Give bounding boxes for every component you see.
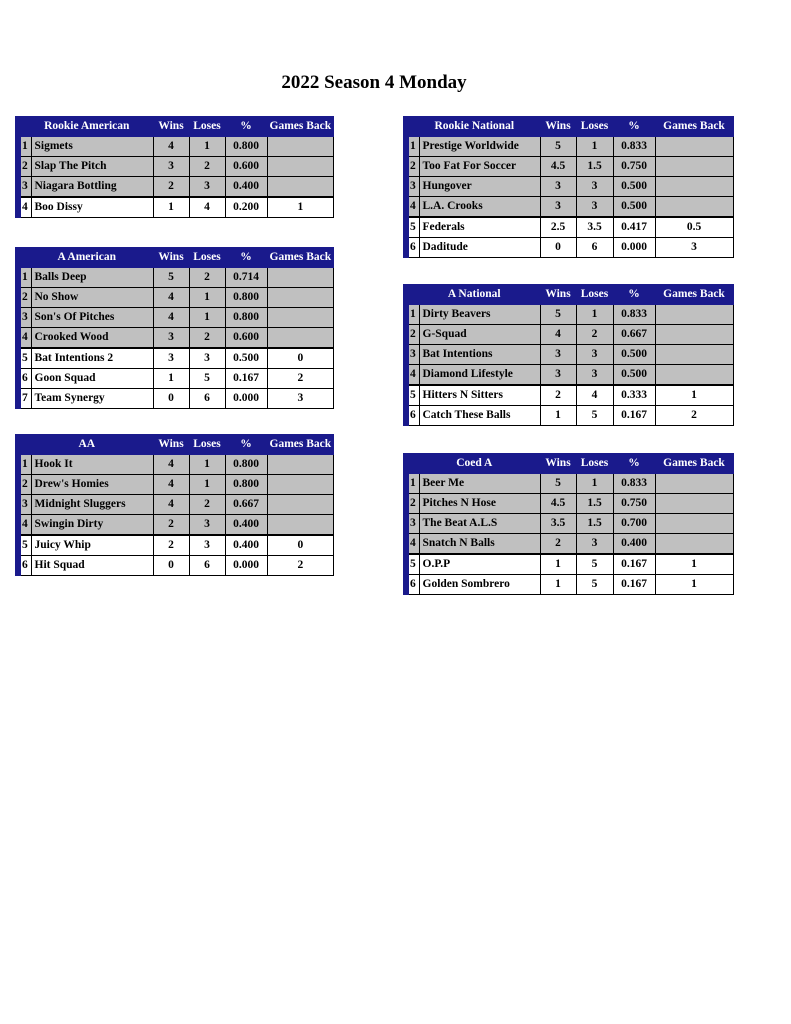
- wins-cell: 3: [153, 348, 189, 369]
- team-row: [18, 137, 334, 157]
- games-back-cell: 3: [267, 389, 334, 409]
- games-back-cell: [267, 328, 334, 349]
- rank-cell: 3: [18, 495, 31, 515]
- pct-cell: 0.400: [225, 535, 267, 556]
- table-header-row: [18, 248, 334, 268]
- team-row: [406, 177, 733, 197]
- rank-cell: 2: [18, 288, 31, 308]
- games-back-cell: [655, 474, 733, 494]
- team-name-cell: The Beat A.L.S: [419, 514, 540, 534]
- loses-cell: 2: [189, 157, 225, 177]
- wins-cell: 4: [153, 288, 189, 308]
- loses-cell: 3: [576, 534, 613, 555]
- loses-cell: 2: [189, 328, 225, 349]
- pct-cell: 0.167: [613, 406, 655, 426]
- col-header-games-back: Games Back: [267, 117, 334, 137]
- rank-cell: 6: [406, 406, 419, 426]
- team-row: [18, 268, 334, 288]
- games-back-cell: [655, 177, 733, 197]
- rank-cell: 3: [18, 177, 31, 198]
- loses-cell: 4: [189, 197, 225, 218]
- pct-cell: 0.800: [225, 137, 267, 157]
- table-title: AA: [18, 435, 153, 455]
- loses-cell: 1: [576, 474, 613, 494]
- wins-cell: 5: [540, 137, 576, 157]
- pct-cell: 0.714: [225, 268, 267, 288]
- col-header-loses: Loses: [189, 117, 225, 137]
- team-row: [406, 238, 733, 258]
- wins-cell: 4: [540, 325, 576, 345]
- rank-cell: 1: [406, 474, 419, 494]
- team-name-cell: Too Fat For Soccer: [419, 157, 540, 177]
- rank-cell: 2: [406, 157, 419, 177]
- pct-cell: 0.600: [225, 157, 267, 177]
- loses-cell: 1: [576, 305, 613, 325]
- team-name-cell: Crooked Wood: [31, 328, 153, 349]
- wins-cell: 1: [540, 575, 576, 595]
- loses-cell: 3: [189, 177, 225, 198]
- games-back-cell: 3: [655, 238, 733, 258]
- col-header-pct: %: [613, 285, 655, 305]
- wins-cell: 5: [540, 305, 576, 325]
- col-header-pct: %: [225, 435, 267, 455]
- pct-cell: 0.700: [613, 514, 655, 534]
- rank-cell: 3: [406, 514, 419, 534]
- games-back-cell: 1: [655, 575, 733, 595]
- team-name-cell: Sigmets: [31, 137, 153, 157]
- pct-cell: 0.500: [613, 197, 655, 218]
- loses-cell: 3: [189, 348, 225, 369]
- rank-cell: 5: [406, 554, 419, 575]
- standings-table-a-american: [15, 247, 334, 409]
- standings-table-a-national: [403, 284, 734, 426]
- team-name-cell: Hook It: [31, 455, 153, 475]
- team-name-cell: Bat Intentions: [419, 345, 540, 365]
- team-name-cell: G-Squad: [419, 325, 540, 345]
- team-name-cell: Hitters N Sitters: [419, 385, 540, 406]
- team-name-cell: Catch These Balls: [419, 406, 540, 426]
- rank-cell: 5: [406, 385, 419, 406]
- standings-table-aa: [15, 434, 334, 576]
- col-header-games-back: Games Back: [267, 435, 334, 455]
- games-back-cell: [655, 157, 733, 177]
- pct-cell: 0.667: [613, 325, 655, 345]
- loses-cell: 1: [576, 137, 613, 157]
- team-name-cell: Pitches N Hose: [419, 494, 540, 514]
- wins-cell: 3: [540, 345, 576, 365]
- team-row: [18, 157, 334, 177]
- team-name-cell: Hit Squad: [31, 556, 153, 576]
- rank-cell: 6: [406, 238, 419, 258]
- team-row: [18, 177, 334, 198]
- wins-cell: 2.5: [540, 217, 576, 238]
- team-row: [406, 575, 733, 595]
- team-row: [18, 308, 334, 328]
- pct-cell: 0.400: [225, 515, 267, 536]
- pct-cell: 0.417: [613, 217, 655, 238]
- rank-cell: 4: [18, 328, 31, 349]
- loses-cell: 5: [576, 406, 613, 426]
- rank-cell: 1: [406, 305, 419, 325]
- pct-cell: 0.800: [225, 288, 267, 308]
- loses-cell: 5: [189, 369, 225, 389]
- col-header-wins: Wins: [153, 248, 189, 268]
- col-header-wins: Wins: [540, 117, 576, 137]
- loses-cell: 5: [576, 554, 613, 575]
- rank-cell: 4: [406, 365, 419, 386]
- games-back-cell: [267, 137, 334, 157]
- table-title: A National: [406, 285, 540, 305]
- team-name-cell: Snatch N Balls: [419, 534, 540, 555]
- games-back-cell: [267, 455, 334, 475]
- wins-cell: 0: [540, 238, 576, 258]
- col-header-pct: %: [613, 454, 655, 474]
- team-name-cell: Goon Squad: [31, 369, 153, 389]
- team-row: [18, 328, 334, 349]
- rank-cell: 1: [18, 455, 31, 475]
- games-back-cell: [655, 305, 733, 325]
- team-name-cell: L.A. Crooks: [419, 197, 540, 218]
- wins-cell: 3: [540, 177, 576, 197]
- pct-cell: 0.833: [613, 474, 655, 494]
- pct-cell: 0.167: [225, 369, 267, 389]
- pct-cell: 0.333: [613, 385, 655, 406]
- team-row: [18, 348, 334, 369]
- col-header-loses: Loses: [576, 117, 613, 137]
- games-back-cell: [267, 157, 334, 177]
- loses-cell: 4: [576, 385, 613, 406]
- loses-cell: 1.5: [576, 494, 613, 514]
- team-row: [18, 455, 334, 475]
- pct-cell: 0.800: [225, 455, 267, 475]
- team-name-cell: Juicy Whip: [31, 535, 153, 556]
- wins-cell: 3.5: [540, 514, 576, 534]
- wins-cell: 3: [540, 197, 576, 218]
- col-header-loses: Loses: [576, 454, 613, 474]
- games-back-cell: [655, 325, 733, 345]
- team-name-cell: Swingin Dirty: [31, 515, 153, 536]
- standings-table-rookie-national: [403, 116, 734, 258]
- wins-cell: 3: [153, 328, 189, 349]
- loses-cell: 6: [189, 389, 225, 409]
- games-back-cell: [655, 514, 733, 534]
- team-name-cell: Niagara Bottling: [31, 177, 153, 198]
- team-row: [406, 534, 733, 555]
- wins-cell: 0: [153, 556, 189, 576]
- wins-cell: 4.5: [540, 494, 576, 514]
- pct-cell: 0.833: [613, 137, 655, 157]
- games-back-cell: [267, 475, 334, 495]
- col-header-loses: Loses: [189, 248, 225, 268]
- loses-cell: 1.5: [576, 514, 613, 534]
- games-back-cell: [267, 515, 334, 536]
- col-header-games-back: Games Back: [655, 117, 733, 137]
- pct-cell: 0.167: [613, 575, 655, 595]
- loses-cell: 1.5: [576, 157, 613, 177]
- loses-cell: 1: [189, 288, 225, 308]
- loses-cell: 3: [576, 197, 613, 218]
- rank-cell: 3: [18, 308, 31, 328]
- team-row: [18, 556, 334, 576]
- team-name-cell: Prestige Worldwide: [419, 137, 540, 157]
- wins-cell: 2: [153, 177, 189, 198]
- team-row: [406, 217, 733, 238]
- loses-cell: 3: [576, 177, 613, 197]
- team-row: [18, 288, 334, 308]
- wins-cell: 2: [153, 515, 189, 536]
- table-header-row: [18, 117, 334, 137]
- wins-cell: 1: [540, 554, 576, 575]
- pct-cell: 0.750: [613, 157, 655, 177]
- loses-cell: 6: [576, 238, 613, 258]
- pct-cell: 0.000: [225, 556, 267, 576]
- rank-cell: 4: [18, 515, 31, 536]
- rank-cell: 3: [406, 345, 419, 365]
- table-header-row: [406, 454, 733, 474]
- games-back-cell: [655, 345, 733, 365]
- loses-cell: 3: [576, 365, 613, 386]
- team-row: [406, 554, 733, 575]
- games-back-cell: 1: [655, 554, 733, 575]
- loses-cell: 6: [189, 556, 225, 576]
- team-row: [406, 197, 733, 218]
- rank-cell: 4: [406, 534, 419, 555]
- team-row: [406, 365, 733, 386]
- table-title: Rookie American: [18, 117, 153, 137]
- team-name-cell: Balls Deep: [31, 268, 153, 288]
- wins-cell: 1: [540, 406, 576, 426]
- team-name-cell: Boo Dissy: [31, 197, 153, 218]
- team-name-cell: Midnight Sluggers: [31, 495, 153, 515]
- loses-cell: 5: [576, 575, 613, 595]
- team-row: [406, 494, 733, 514]
- pct-cell: 0.500: [613, 345, 655, 365]
- col-header-games-back: Games Back: [267, 248, 334, 268]
- games-back-cell: 0: [267, 348, 334, 369]
- pct-cell: 0.400: [613, 534, 655, 555]
- table-header-row: [406, 285, 733, 305]
- col-header-games-back: Games Back: [655, 285, 733, 305]
- games-back-cell: 0: [267, 535, 334, 556]
- wins-cell: 4: [153, 308, 189, 328]
- rank-cell: 2: [406, 325, 419, 345]
- rank-cell: 5: [18, 348, 31, 369]
- pct-cell: 0.750: [613, 494, 655, 514]
- pct-cell: 0.600: [225, 328, 267, 349]
- games-back-cell: [655, 197, 733, 218]
- col-header-wins: Wins: [153, 435, 189, 455]
- pct-cell: 0.400: [225, 177, 267, 198]
- team-name-cell: Daditude: [419, 238, 540, 258]
- team-row: [406, 385, 733, 406]
- rank-cell: 2: [18, 157, 31, 177]
- team-name-cell: Son's Of Pitches: [31, 308, 153, 328]
- wins-cell: 4.5: [540, 157, 576, 177]
- team-row: [18, 369, 334, 389]
- team-name-cell: O.P.P: [419, 554, 540, 575]
- games-back-cell: 2: [655, 406, 733, 426]
- rank-cell: 7: [18, 389, 31, 409]
- team-name-cell: Drew's Homies: [31, 475, 153, 495]
- games-back-cell: [267, 268, 334, 288]
- pct-cell: 0.000: [225, 389, 267, 409]
- wins-cell: 1: [153, 369, 189, 389]
- pct-cell: 0.200: [225, 197, 267, 218]
- loses-cell: 2: [189, 268, 225, 288]
- wins-cell: 2: [540, 534, 576, 555]
- team-row: [18, 197, 334, 218]
- pct-cell: 0.833: [613, 305, 655, 325]
- rank-cell: 6: [18, 556, 31, 576]
- wins-cell: 4: [153, 495, 189, 515]
- rank-cell: 3: [406, 177, 419, 197]
- games-back-cell: [267, 308, 334, 328]
- col-header-loses: Loses: [189, 435, 225, 455]
- wins-cell: 1: [153, 197, 189, 218]
- rank-cell: 4: [18, 197, 31, 218]
- games-back-cell: 0.5: [655, 217, 733, 238]
- pct-cell: 0.167: [613, 554, 655, 575]
- pct-cell: 0.800: [225, 475, 267, 495]
- team-row: [406, 325, 733, 345]
- rank-cell: 2: [406, 494, 419, 514]
- standings-table-rookie-american: [15, 116, 334, 218]
- rank-cell: 2: [18, 475, 31, 495]
- team-name-cell: No Show: [31, 288, 153, 308]
- games-back-cell: [655, 494, 733, 514]
- wins-cell: 4: [153, 475, 189, 495]
- pct-cell: 0.500: [613, 177, 655, 197]
- table-header-row: [406, 117, 733, 137]
- team-name-cell: Hungover: [419, 177, 540, 197]
- loses-cell: 2: [576, 325, 613, 345]
- team-row: [406, 157, 733, 177]
- team-name-cell: Diamond Lifestyle: [419, 365, 540, 386]
- loses-cell: 1: [189, 475, 225, 495]
- pct-cell: 0.667: [225, 495, 267, 515]
- wins-cell: 5: [540, 474, 576, 494]
- rank-cell: 4: [406, 197, 419, 218]
- team-name-cell: Bat Intentions 2: [31, 348, 153, 369]
- col-header-wins: Wins: [540, 454, 576, 474]
- wins-cell: 5: [153, 268, 189, 288]
- pct-cell: 0.500: [225, 348, 267, 369]
- team-name-cell: Slap The Pitch: [31, 157, 153, 177]
- rank-cell: 5: [406, 217, 419, 238]
- wins-cell: 2: [540, 385, 576, 406]
- team-row: [18, 475, 334, 495]
- team-row: [406, 137, 733, 157]
- team-row: [18, 535, 334, 556]
- team-row: [18, 389, 334, 409]
- col-header-pct: %: [225, 117, 267, 137]
- wins-cell: 3: [153, 157, 189, 177]
- rank-cell: 6: [18, 369, 31, 389]
- team-row: [406, 305, 733, 325]
- table-title: Rookie National: [406, 117, 540, 137]
- col-header-loses: Loses: [576, 285, 613, 305]
- rank-cell: 1: [18, 268, 31, 288]
- team-row: [406, 514, 733, 534]
- loses-cell: 3: [189, 535, 225, 556]
- team-row: [18, 495, 334, 515]
- loses-cell: 3: [189, 515, 225, 536]
- col-header-games-back: Games Back: [655, 454, 733, 474]
- loses-cell: 1: [189, 137, 225, 157]
- games-back-cell: [267, 177, 334, 198]
- rank-cell: 6: [406, 575, 419, 595]
- page-title: 2022 Season 4 Monday: [281, 72, 467, 93]
- games-back-cell: 2: [267, 556, 334, 576]
- team-name-cell: Federals: [419, 217, 540, 238]
- loses-cell: 3: [576, 345, 613, 365]
- wins-cell: 2: [153, 535, 189, 556]
- loses-cell: 1: [189, 455, 225, 475]
- team-row: [406, 345, 733, 365]
- team-row: [18, 515, 334, 536]
- team-name-cell: Team Synergy: [31, 389, 153, 409]
- games-back-cell: [267, 288, 334, 308]
- pct-cell: 0.800: [225, 308, 267, 328]
- pct-cell: 0.000: [613, 238, 655, 258]
- games-back-cell: [655, 534, 733, 555]
- loses-cell: 2: [189, 495, 225, 515]
- col-header-pct: %: [613, 117, 655, 137]
- wins-cell: 4: [153, 455, 189, 475]
- col-header-wins: Wins: [153, 117, 189, 137]
- table-title: Coed A: [406, 454, 540, 474]
- loses-cell: 1: [189, 308, 225, 328]
- games-back-cell: [655, 365, 733, 386]
- games-back-cell: 1: [267, 197, 334, 218]
- team-name-cell: Beer Me: [419, 474, 540, 494]
- team-name-cell: Golden Sombrero: [419, 575, 540, 595]
- team-name-cell: Dirty Beavers: [419, 305, 540, 325]
- col-header-pct: %: [225, 248, 267, 268]
- wins-cell: 4: [153, 137, 189, 157]
- table-title: A American: [18, 248, 153, 268]
- wins-cell: 0: [153, 389, 189, 409]
- col-header-wins: Wins: [540, 285, 576, 305]
- games-back-cell: 1: [655, 385, 733, 406]
- table-header-row: [18, 435, 334, 455]
- games-back-cell: [267, 495, 334, 515]
- rank-cell: 1: [18, 137, 31, 157]
- team-row: [406, 474, 733, 494]
- standings-table-coed-a: [403, 453, 734, 595]
- team-row: [406, 406, 733, 426]
- rank-cell: 5: [18, 535, 31, 556]
- wins-cell: 3: [540, 365, 576, 386]
- games-back-cell: [655, 137, 733, 157]
- games-back-cell: 2: [267, 369, 334, 389]
- rank-cell: 1: [406, 137, 419, 157]
- pct-cell: 0.500: [613, 365, 655, 386]
- loses-cell: 3.5: [576, 217, 613, 238]
